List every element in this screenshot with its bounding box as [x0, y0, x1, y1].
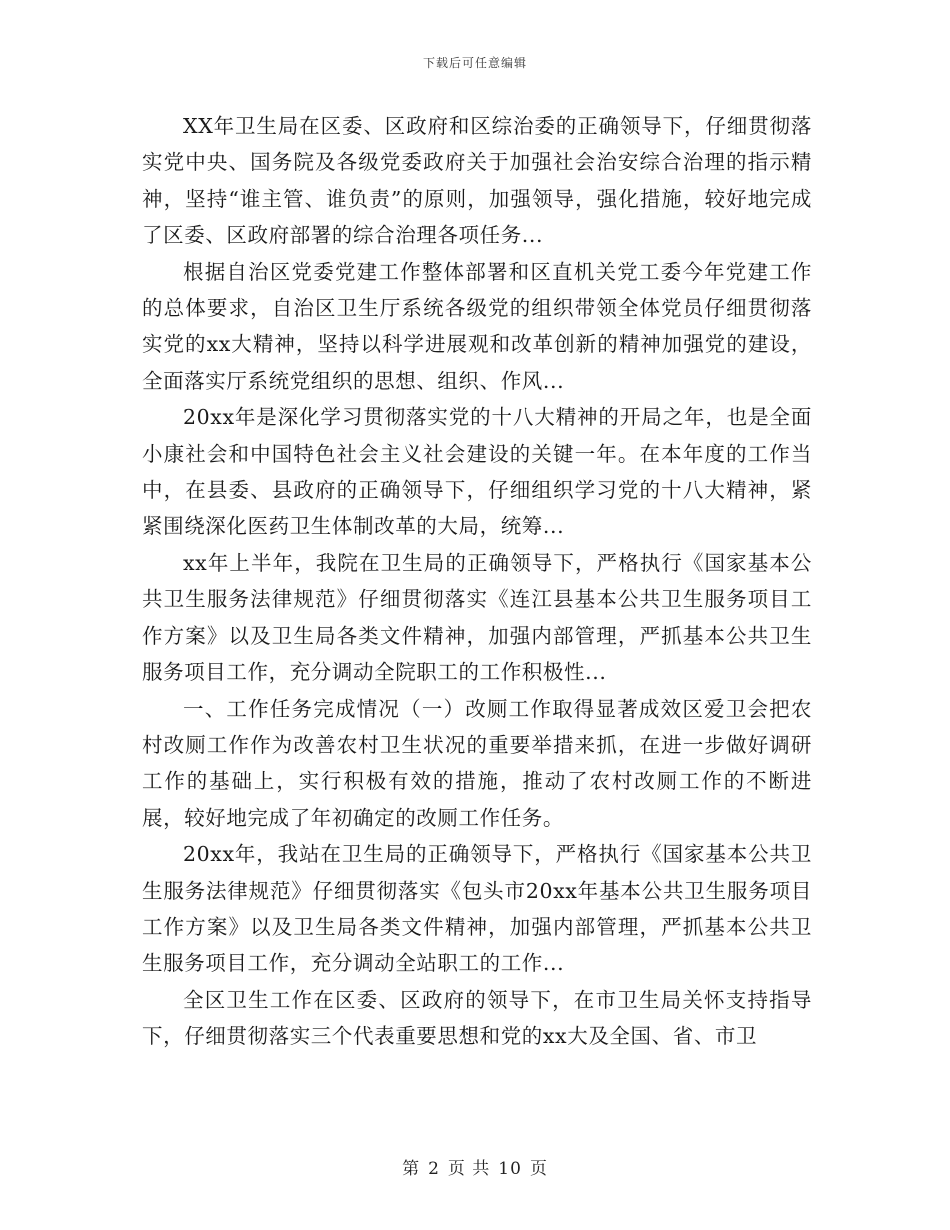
- paragraph-6: 20xx年，我站在卫生局的正确领导下，严格执行《国家基本公共卫生服务法律规范》仔细贯彻落实《包头市20xx年基本公共卫生服务项目工作方案》以及卫生局各类文件精神，加强内部管理，严抓基本公共卫生服务项目工作，充分调动全站职工的工作...: [142, 842, 812, 976]
- paragraph-2: 根据自治区党委党建工作整体部署和区直机关党工委今年党建工作的总体要求，自治区卫生厅系统各级党的组织带领全体党员仔细贯彻落实党的xx大精神，坚持以科学进展观和改革创新的精神加强党的建设，全面落实厅系统党组织的思想、组织、作风...: [142, 259, 812, 393]
- paragraph-5: 一、工作任务完成情况（一）改厕工作取得显著成效区爱卫会把农村改厕工作作为改善农村卫生状况的重要举措来抓，在进一步做好调研工作的基础上，实行积极有效的措施，推动了农村改厕工作的不断进展，较好地完成了年初确定的改厕工作任务。: [142, 696, 812, 830]
- paragraph-7: 全区卫生工作在区委、区政府的领导下，在市卫生局关怀支持指导下，仔细贯彻落实三个代表重要思想和党的xx大及全国、省、市卫: [142, 987, 812, 1049]
- footer-total-pages: 10: [498, 1159, 522, 1179]
- document-body: [142, 108, 812, 1055]
- footer-prefix: 第: [402, 1159, 421, 1179]
- footer-middle: 页 共: [447, 1159, 491, 1179]
- page-footer: [0, 1154, 950, 1179]
- paragraph-1: XX年卫生局在区委、区政府和区综治委的正确领导下，仔细贯彻落实党中央、国务院及各级党委政府关于加强社会治安综合治理的指示精神，坚持“谁主管、谁负责”的原则，加强领导，强化措施，较好地完成了区委、区政府部署的综合治理各项任务...: [142, 114, 812, 248]
- page-header-note: 下载后可任意编辑: [422, 56, 527, 70]
- footer-suffix: 页: [529, 1159, 548, 1179]
- footer-current-page: 2: [428, 1159, 440, 1179]
- paragraph-4: xx年上半年，我院在卫生局的正确领导下，严格执行《国家基本公共卫生服务法律规范》仔细贯彻落实《连江县基本公共卫生服务项目工作方案》以及卫生局各类文件精神，加强内部管理，严抓基本公共卫生服务项目工作，充分调动全院职工的工作积极性...: [142, 550, 812, 685]
- paragraph-3: 20xx年是深化学习贯彻落实党的十八大精神的开局之年，也是全面小康社会和中国特色社会主义社会建设的关键一年。在本年度的工作当中，在县委、县政府的正确领导下，仔细组织学习党的十八大精神，紧紧围绕深化医药卫生体制改革的大局，统筹...: [142, 405, 812, 539]
